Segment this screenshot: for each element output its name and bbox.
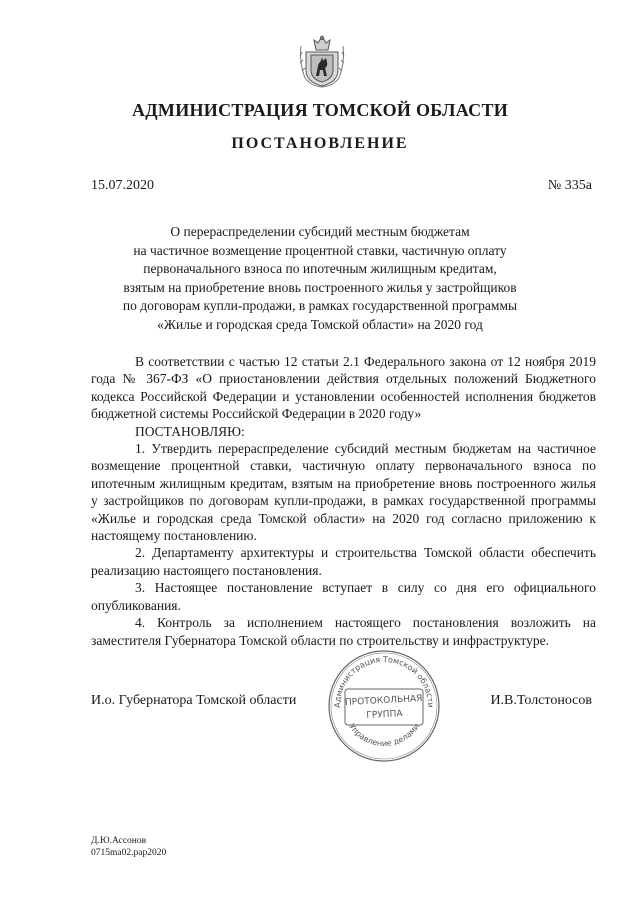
subject-line: О перераспределении субсидий местным бюджетам: [170, 224, 470, 239]
protocol-group-stamp: [327, 649, 441, 763]
resolution-word: ПОСТАНОВЛЯЮ:: [135, 423, 245, 439]
stamp-outer-top-text: Администрация Томской области: [332, 654, 436, 708]
stamp-inner-line1: ПРОТОКОЛЬНАЯ: [344, 693, 423, 709]
subject-line: «Жилье и городская среда Томской области» на 2020 год: [157, 316, 483, 332]
signatory-title: И.о. Губернатора Томской области: [91, 693, 297, 708]
svg-text:Управление делами: [347, 722, 421, 748]
subject-line: на частичное возмещение процентной ставки, частичную оплату: [133, 242, 507, 258]
subject-line: первоначального взноса по ипотечным жилищным кредитам,: [143, 261, 497, 277]
body-paragraph: 1. Утвердить перераспределение субсидий местным бюджетам на частичное возмещение процентной ставки, частичную оплату первоначального взноса по ипотечным жилищным кредитам, взятым на приобретение вновь построенного жилья у застройщиков по договорам купли-продажи, в рамках государственной программы «Жилье и городская среда Томской области» на 2020 год согласно приложению к настоящему постановлению.: [91, 441, 596, 544]
signatory-name: И.В.Толстоносов: [490, 693, 592, 708]
document-date: 15.07.2020: [91, 178, 154, 193]
organization-title: АДМИНИСТРАЦИЯ ТОМСКОЙ ОБЛАСТИ: [131, 100, 509, 120]
body-paragraph: 4. Контроль за исполнением настоящего постановления возложить на заместителя Губернатора Томской области по строительству и инфраструктуре.: [91, 615, 596, 648]
document-body: [91, 353, 596, 649]
stamp-inner-line2: ГРУППА: [366, 709, 403, 721]
body-paragraph: В соответствии с частью 12 статьи 2.1 Федерального закона от 12 ноября 2019 года № 367-ФЗ «О приостановлении действия отдельных положений Бюджетного кодекса Российской Федерации и установлении особенностей исполнения бюджетов бюджетной системы Российской Федерации в 2020 году»: [91, 354, 596, 422]
author-name: Д.Ю.Ассонов: [91, 836, 147, 846]
document-number: № 335а: [547, 178, 592, 193]
subject-line: взятым на приобретение вновь построенного жилья у застройщиков: [123, 279, 517, 295]
tomsk-oblast-coat-of-arms-icon: [297, 32, 347, 88]
body-paragraph: 3. Настоящее постановление вступает в силу со дня его официального опубликования.: [91, 580, 596, 613]
document-type: ПОСТАНОВЛЕНИЕ: [231, 135, 409, 152]
file-code: 0715ma02.pap2020: [91, 848, 167, 858]
stamp-outer-bottom-text: Управление делами: [347, 722, 421, 749]
document-subject: [80, 223, 560, 335]
document-footer: [91, 835, 166, 859]
body-paragraph: 2. Департаменту архитектуры и строительства Томской области обеспечить реализацию настоящего постановления.: [91, 545, 596, 578]
subject-line: по договорам купли-продажи, в рамках государственной программы: [122, 298, 518, 314]
